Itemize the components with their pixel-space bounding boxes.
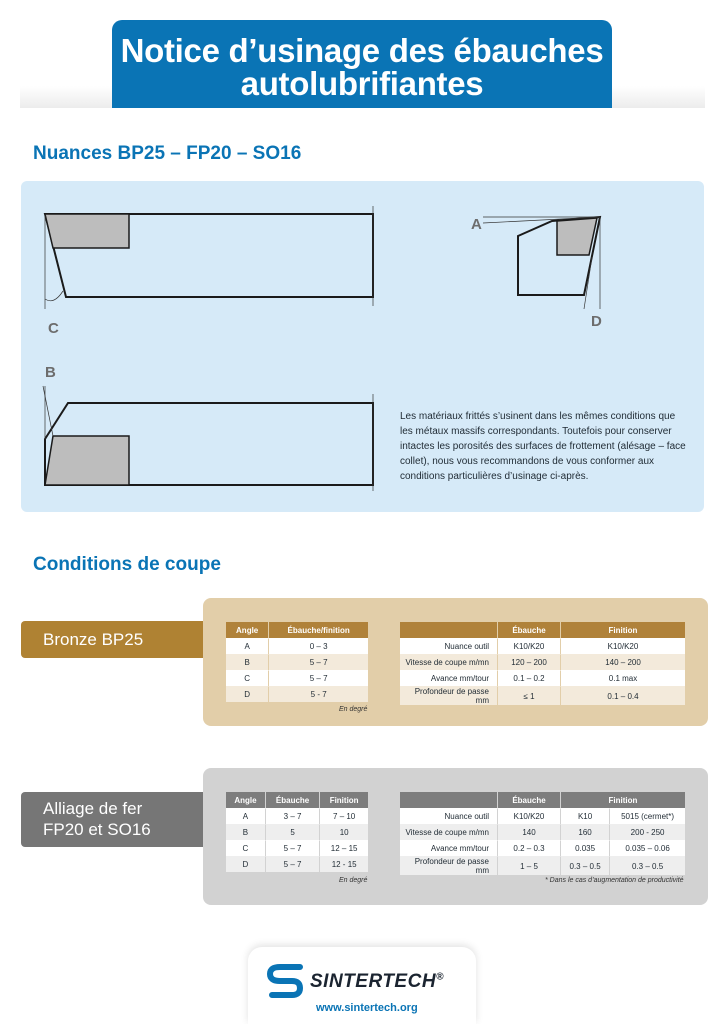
iron-label	[21, 792, 203, 847]
angle-label-a: A	[471, 216, 482, 233]
table-cell: 5 - 7	[268, 686, 368, 702]
table-header-row	[400, 792, 685, 808]
table-cell: 10	[319, 824, 368, 840]
table-header: Ébauche	[265, 792, 319, 808]
insert-end	[557, 218, 597, 255]
table-cell: 1 – 5	[497, 856, 560, 875]
table-cell: Vitesse de coupe m/mn	[400, 824, 497, 840]
insert-top	[45, 436, 129, 485]
sintertech-logo-icon	[266, 963, 306, 999]
table-cell: Vitesse de coupe m/mn	[400, 654, 497, 670]
table-cell: 5	[265, 824, 319, 840]
table-header: Ébauche	[497, 792, 560, 808]
machining-note: Les matériaux frittés s’usinent dans les mêmes conditions que les métaux massifs correspondants. Toutefois pour conserver intactes les porosités des surfaces de frottement (alésage – face collet), nous vous recommandons de vous conformer aux conditions particulières d’usinage ci-après.	[400, 411, 686, 482]
table-row	[226, 654, 368, 670]
table-cell: 0.3 – 0.5	[609, 856, 685, 875]
table-row	[226, 808, 368, 824]
table-cell: 120 – 200	[497, 654, 560, 670]
table-row	[400, 670, 685, 686]
table-cell: C	[226, 670, 268, 686]
table-cell: 0.1 – 0.2	[497, 670, 560, 686]
table-row	[400, 856, 685, 875]
table-cell: B	[226, 824, 265, 840]
table-cell: 12 – 15	[319, 840, 368, 856]
table-header: Finition	[319, 792, 368, 808]
bronze-label: Bronze BP25	[21, 621, 203, 658]
table-row	[400, 654, 685, 670]
table-cell: 140 – 200	[560, 654, 685, 670]
table-row	[226, 840, 368, 856]
table-cell: 0.1 – 0.4	[560, 686, 685, 705]
insert-side	[45, 214, 129, 248]
page-title-line-1: Notice d’usinage des ébauches	[120, 32, 604, 69]
table-row	[226, 686, 368, 702]
table-cell: 5015 (cermet*)	[609, 808, 685, 824]
table-cell: Avance mm/tour	[400, 670, 497, 686]
table-cell: 200 - 250	[609, 824, 685, 840]
table-row	[400, 638, 685, 654]
table-cell: 0.035 – 0.06	[609, 840, 685, 856]
table-header: Angle	[226, 792, 265, 808]
table-cell: C	[226, 840, 265, 856]
table-header	[400, 792, 497, 808]
bronze-parameters-table	[400, 622, 685, 705]
table-row	[226, 670, 368, 686]
table-cell: 7 – 10	[319, 808, 368, 824]
table-cell: 5 – 7	[268, 654, 368, 670]
angle-arc-c	[45, 291, 63, 301]
table-cell: 5 – 7	[268, 670, 368, 686]
table-header: Angle	[226, 622, 268, 638]
table-cell: 0.2 – 0.3	[497, 840, 560, 856]
table-cell: 0.1 max	[560, 670, 685, 686]
tool-angle-diagram-panel	[21, 181, 704, 512]
table-cell: 5 – 7	[265, 856, 319, 872]
table-cell: D	[226, 856, 265, 872]
table-cell: 12 - 15	[319, 856, 368, 872]
table-cell: 3 – 7	[265, 808, 319, 824]
website-url[interactable]: www.sintertech.org	[316, 1002, 418, 1014]
angle-label-b: B	[45, 364, 56, 381]
brand-text: SINTERTECH	[310, 971, 437, 992]
table-cell: A	[226, 808, 265, 824]
table-cell: A	[226, 638, 268, 654]
table-header: Ébauche/finition	[268, 622, 368, 638]
iron-angle-unit-note: En degré	[339, 877, 368, 884]
table-row	[400, 824, 685, 840]
page-title-line-2: autolubrifiantes	[240, 65, 484, 102]
table-row	[226, 856, 368, 872]
registered-mark: ®	[436, 971, 444, 983]
angle-label-d: D	[591, 313, 602, 330]
angle-label-c: C	[48, 320, 59, 337]
table-header: Ébauche	[497, 622, 560, 638]
table-cell: 160	[560, 824, 609, 840]
footer-logo-card	[248, 947, 476, 1024]
table-header-row	[400, 622, 685, 638]
productivity-footnote: * Dans le cas d’augmentation de productivité	[545, 877, 684, 884]
conditions-section-title: Conditions de coupe	[33, 554, 221, 575]
table-cell: K10	[560, 808, 609, 824]
table-header-row	[226, 792, 368, 808]
table-cell: 140	[497, 824, 560, 840]
table-header-row	[226, 622, 368, 638]
table-header	[400, 622, 497, 638]
bronze-angle-table	[226, 622, 368, 702]
table-cell: 5 – 7	[265, 840, 319, 856]
table-row	[226, 638, 368, 654]
table-cell: 0.035	[560, 840, 609, 856]
iron-label-line-2: FP20 et SO16	[43, 820, 151, 839]
bronze-angle-unit-note: En degré	[339, 706, 368, 713]
table-cell: 0.3 – 0.5	[560, 856, 609, 875]
table-cell: Profondeur de passe mm	[400, 856, 497, 875]
table-cell: 0 – 3	[268, 638, 368, 654]
table-cell: K10/K20	[497, 638, 560, 654]
table-cell: K10/K20	[560, 638, 685, 654]
table-cell: K10/K20	[497, 808, 560, 824]
table-cell: Nuance outil	[400, 638, 497, 654]
brand-name	[310, 971, 444, 993]
table-row	[226, 824, 368, 840]
nuances-section-title: Nuances BP25 – FP20 – SO16	[33, 143, 302, 164]
iron-label-line-1: Alliage de fer	[43, 799, 143, 818]
table-cell: D	[226, 686, 268, 702]
table-cell: Nuance outil	[400, 808, 497, 824]
table-cell: B	[226, 654, 268, 670]
table-cell: Avance mm/tour	[400, 840, 497, 856]
clearance-line-d	[584, 257, 592, 309]
page-title	[112, 20, 612, 108]
table-header: Finition	[560, 622, 685, 638]
table-header: Finition	[560, 792, 685, 808]
iron-parameters-table	[400, 792, 685, 875]
table-row	[400, 840, 685, 856]
table-cell: ≤ 1	[497, 686, 560, 705]
table-row	[400, 686, 685, 705]
table-cell: Profondeur de passe mm	[400, 686, 497, 705]
clearance-line-b	[43, 386, 53, 436]
table-row	[400, 808, 685, 824]
iron-angle-table	[226, 792, 368, 872]
